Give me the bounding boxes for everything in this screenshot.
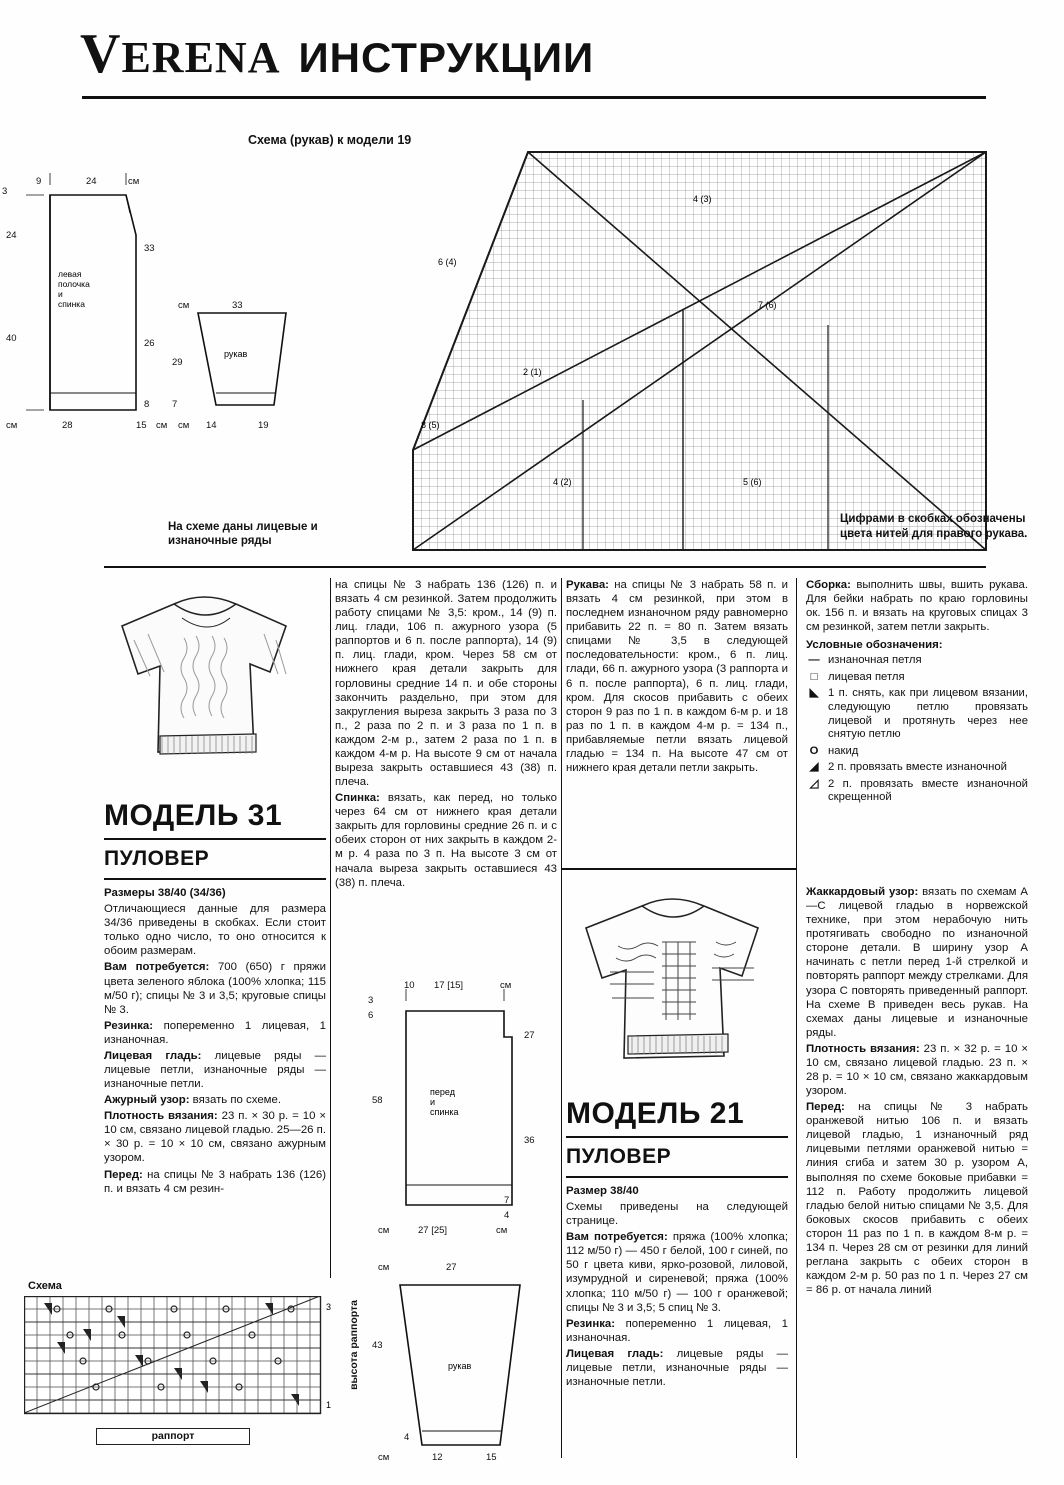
model-31-sizes-label: Размеры 38/40 (34/36)	[104, 887, 226, 900]
model-31-stockinette-text: лицевые ряды — лицевые петли, изнаночные ряды — изнаночные петли.	[104, 1049, 326, 1091]
dim31s-27: 27	[446, 1262, 457, 1273]
dim31s-cm: см	[378, 1262, 390, 1273]
dim31s-15: 15	[486, 1452, 497, 1463]
knit-stitch-icon: □	[810, 670, 818, 683]
svg-text:3: 3	[326, 1302, 332, 1312]
model-31-gauge-label: Плотность вязания:	[104, 1110, 218, 1123]
model-21-rule2	[566, 1176, 788, 1178]
model-21-title: МОДЕЛЬ 21	[566, 1097, 745, 1130]
sleeve-schematic-31	[372, 1265, 552, 1465]
yarn-over-icon: O	[809, 744, 819, 757]
svg-text:рукав: рукав	[448, 1361, 472, 1371]
dim31-36: 36	[524, 1135, 535, 1146]
dim31-7: 7	[504, 1195, 510, 1206]
purl2tog-icon: ◢	[809, 761, 819, 774]
model-31-sizes-note: Отличающиеся данные для размера 34/36 приведены в скобках. Если стоит только одно число, то оно относится к обоим размерам.	[104, 903, 326, 958]
column-2	[335, 578, 557, 892]
dim-sleeve-cm2: см	[178, 420, 190, 431]
header-divider	[82, 96, 986, 99]
model-21-gauge-text: 23 п. × 32 р. = 10 × 10 см, связано лицевой гладью. 23 п. × 28 р. = 10 × 10 см, связано жаккардовым узором.	[806, 1042, 1028, 1098]
dim-bottom-cm2: см	[156, 420, 168, 431]
model-31-lace-label: Ажурный узор:	[104, 1094, 190, 1107]
dim-sleeve-33: 33	[232, 300, 243, 311]
dim31-cm-top: см	[500, 980, 512, 991]
legend-item	[806, 745, 1028, 759]
dim31-17: 17 [15]	[434, 980, 464, 991]
rapport-bar: раппорт	[96, 1428, 250, 1445]
dim-bottom-15: 15	[136, 420, 147, 431]
model-31-stockinette-label: Лицевая гладь:	[104, 1049, 202, 1062]
dim-sleeve-14: 14	[206, 420, 217, 431]
model-21-gauge-label: Плотность вязания:	[806, 1042, 920, 1055]
model-31-title: МОДЕЛЬ 31	[104, 799, 283, 833]
column-divider-2	[561, 578, 562, 1458]
model-31-front-text: на спицы № 3 набрать 136 (126) п. и вязать 4 см резинкой. Затем продолжить работу спицами № 3,5: кром., 14 (9) п. лиц. глади, 106 п. ажурного узора (5 раппортов и 6 п. после раппорта), 14 (9) п. лиц. глади, кром. Через 58 см от нижнего края детали закрыть для горловины средние 14 п. и обе стороны закончить раздельно, при этом для закругления выреза закрыть 3 раза по 3 п., 2 раза по 2 п. и 3 раза по 1 п. в каждом 2-м р., затем 2 раза по 1 п. в каждом 4-м р. На высоте 9 см от начала выреза закрыть оставшиеся 43 (38) п. плеча.	[335, 579, 557, 789]
top-schema-note-left: На схеме даны лицевые и изнаночные ряды	[168, 521, 318, 548]
brand-rest: ERENA	[121, 33, 281, 82]
column-4	[806, 578, 1028, 808]
model-31-back-label: Спинка:	[335, 792, 380, 805]
model-21-front-text: на спицы № 3 набрать оранжевой нитью 106 п. и вязать лицевой гладью, 1 изнаночный ряд лицевыми петлями оранжевой нитью = линия сгиба и затем 30 р. узором А, выполняя по схеме боковые прибавки = 112 п. Работу продолжить лицевой гладью белой нитью спицами № 3,5. Для боковых скосов прибавить с обеих сторон 11 раз по 1 п. в каждом 8-м р. = 134 п. Через 28 см от резинки для линий реглана закрыть с обеих сторон в каждом 2-м р. 50 раз по 1 п. Через 27 см = 86 р. от начала линий	[806, 1101, 1028, 1297]
model-31-lace-text: вязать по схеме.	[192, 1094, 281, 1107]
piece-schematic-31	[372, 985, 552, 1235]
svg-text:и: и	[58, 289, 63, 299]
dim-left-cm: см	[6, 420, 18, 431]
dim-left-24: 24	[6, 230, 17, 241]
legend-item	[806, 761, 1028, 775]
dim-right-26: 26	[144, 338, 155, 349]
dim-right-33: 33	[144, 243, 155, 254]
model-31-rule2	[104, 878, 326, 880]
dim31-6: 6	[368, 1010, 374, 1021]
legend-item	[806, 654, 1028, 668]
model-21-column	[566, 1085, 788, 1391]
slip-stitch-icon: ◣	[809, 687, 819, 700]
dim-left-40: 40	[6, 333, 17, 344]
section-title: ИНСТРУКЦИИ	[298, 34, 595, 81]
dim-bottom-7: 7	[172, 399, 178, 410]
model-31-yarn-text: 700 (650) г пряжи цвета зеленого яблока (100% хлопка; 115 м/50 г); спицы № 3 и 3,5; круговые спицы № 3.	[104, 961, 327, 1016]
brand-dropcap: V	[80, 23, 122, 85]
dim31-27-25: 27 [25]	[418, 1225, 448, 1236]
dim-top-24: 24	[86, 176, 97, 187]
legend-text: 2 п. провязать вместе изнаночной скрещенной	[828, 777, 1028, 804]
top-schema-note-right: Цифрами в скобках обозначены цвета нитей для правого рукава.	[840, 513, 1028, 540]
svg-text:полочка: полочка	[58, 279, 90, 289]
model-21-column-2	[806, 885, 1028, 1299]
model-21-subtitle: ПУЛОВЕР	[566, 1145, 672, 1169]
svg-text:перед: перед	[430, 1087, 455, 1097]
column-divider-1	[330, 578, 331, 1278]
dim31s-4: 4	[404, 1432, 410, 1443]
dim31-27: 27	[524, 1030, 535, 1041]
svg-text:8 (5): 8 (5)	[421, 420, 440, 430]
dim31-58: 58	[372, 1095, 383, 1106]
content-divider	[104, 566, 986, 568]
legend-text: лицевая петля	[828, 670, 905, 683]
dim-top-cm: см	[128, 176, 140, 187]
dim31-cm-right: см	[496, 1225, 508, 1236]
sweater-illustration-21	[566, 880, 792, 1076]
column-3	[566, 578, 788, 777]
legend-item	[806, 671, 1028, 685]
top-schema-title: Схема (рукав) к модели 19	[248, 133, 412, 147]
dim31s-cm2: см	[378, 1452, 390, 1463]
rapport-height-label: высота раппорта	[348, 1300, 360, 1390]
dim-right-29: 29	[172, 357, 183, 368]
model-21-divider	[561, 868, 796, 870]
svg-text:левая: левая	[58, 269, 82, 279]
model-31-assembly-label: Сборка:	[806, 579, 851, 591]
column-1	[104, 578, 326, 1198]
model-31-rule	[104, 838, 326, 840]
model-31-rib-label: Резинка:	[104, 1019, 154, 1032]
model-31-gauge-text: 23 п. × 30 р. = 10 × 10 см, связано лицевой гладью. 25—26 п. × 30 р. = 10 × 10 см, связано ажурным узором.	[104, 1110, 326, 1165]
svg-text:6 (4): 6 (4)	[438, 257, 457, 267]
dim-sleeve-cm: см	[178, 300, 190, 311]
purl2tog-twisted-icon: ◿	[809, 777, 819, 790]
sweater-illustration-31	[104, 578, 314, 783]
dim31-4: 4	[504, 1210, 510, 1221]
lace-pattern-chart	[24, 1296, 334, 1426]
schematic-left-piece	[8, 165, 178, 435]
dim-sleeve-19: 19	[258, 420, 269, 431]
svg-text:5 (6): 5 (6)	[743, 477, 762, 487]
model-31-back-text: вязать, как перед, но только через 64 см от нижнего края детали закрыть для горловины средние 26 п. и с обеих сторон от них закрыть в каждом 2-м р. 4 раза по 3 п. На высоте 3 см от начала выреза закрыть оставшиеся 43 (38) п. плеча.	[335, 792, 557, 889]
svg-text:2 (1): 2 (1)	[523, 367, 542, 377]
dim31-10: 10	[404, 980, 415, 991]
model-21-jacquard-label: Жаккардовый узор:	[806, 886, 919, 898]
dim-top-3: 3	[2, 186, 8, 197]
model-21-rule	[566, 1136, 788, 1138]
model-21-stockinette-text: лицевые ряды — лицевые петли, изнаночные ряды — изнаночные петли.	[566, 1347, 788, 1388]
dim-bottom-28: 28	[62, 420, 73, 431]
schematic-sleeve-piece	[176, 295, 296, 425]
legend-text: накид	[828, 744, 859, 757]
legend-text: 1 п. снять, как при лицевом вязании, следующую петлю провязать лицевой и протянуть через нее снятую петлю	[828, 687, 1028, 741]
model-31-subtitle: ПУЛОВЕР	[104, 847, 210, 871]
dim31-cm-left: см	[378, 1225, 390, 1236]
model-31-assembly-text: выполнить швы, вшить рукава. Для бейки набрать по краю горловины ок. 156 п. и вязать на круговых спицах 3 см резинкой, затем петли закрыть.	[806, 579, 1028, 634]
schema-caption: Схема	[28, 1280, 62, 1292]
sleeve-chart-19	[253, 150, 988, 562]
model-21-size-label: Размер 38/40	[566, 1184, 639, 1197]
model-31-yarn-label: Вам потребуется:	[104, 961, 210, 974]
model-21-stockinette-label: Лицевая гладь:	[566, 1347, 664, 1360]
legend-item	[806, 778, 1028, 805]
svg-text:спинка: спинка	[58, 299, 85, 309]
dim31-3: 3	[368, 995, 374, 1006]
masthead	[80, 22, 594, 86]
model-21-jacquard-text: вязать по схемам А—С лицевой гладью в норвежской технике, при этом нерабочую нить протягивать свободно по изнаночной стороне детали. В ширину узор А начинать с петли перед 1-й стрелкой и повторять раппорт между стрелками. Для узора С повторять приведенный раппорт. На схеме В приведен весь рукав. На схемах даны лицевые и изнаночные ряды.	[806, 886, 1028, 1039]
svg-text:7 (6): 7 (6)	[758, 300, 777, 310]
model-31-sleeve-label: Рукава:	[566, 579, 609, 591]
legend-text: 2 п. провязать вместе изнаночной	[828, 761, 1007, 774]
dim31s-12: 12	[432, 1452, 443, 1463]
model-21-yarn-label: Вам потребуется:	[566, 1231, 668, 1244]
svg-text:4 (3): 4 (3)	[693, 194, 712, 204]
dim-bottom-8: 8	[144, 399, 150, 410]
svg-text:1: 1	[326, 1400, 332, 1410]
dim-top-9: 9	[36, 176, 42, 187]
model-21-yarn-text: пряжа (100% хлопка; 112 м/50 г) — 450 г белой, 100 г синей, по 50 г цвета киви, ярко-розовой, лиловой, изумрудной и сиреневой; пряжа (100% хлопка; 110 м/50 г) — 100 г оранжевой; спицы № 3 и 3,5; 5 спиц № 3.	[566, 1231, 789, 1314]
legend-item	[806, 687, 1028, 741]
legend-text: изнаночная петля	[828, 654, 922, 667]
model-21-front-label: Перед:	[806, 1101, 845, 1114]
model-31-rib-text: попеременно 1 лицевая, 1 изнаночная.	[104, 1019, 326, 1046]
model-21-rib-label: Резинка:	[566, 1317, 616, 1330]
model-31-sleeve-text: на спицы № 3 набрать 58 п. и вязать 4 см резинкой, при этом в последнем изнаночном ряду равномерно прибавить 22 п. = 80 п. Затем вязать спицами № 3,5 в следующей последовательности: кром., 6 п. лиц. глади, 66 п. ажурного узора (3 раппорта и 6 п. после раппорта), 6 п. лиц. глади, кром. Для скосов прибавить с обеих сторон 9 раз по 1 п. в каждом 6-м р. и 18 раз по 1 п. в каждом 4-м р. = 134 п., прибавляемые петли вязать лицевой гладью = 134 п. На высоте 47 см от нижнего края детали петли закрыть.	[566, 579, 789, 775]
column-divider-3	[796, 578, 797, 1458]
model-21-rib-text: попеременно 1 лицевая, 1 изнаночная.	[566, 1317, 788, 1344]
model-21-schemes-note: Схемы приведены на следующей странице.	[566, 1201, 788, 1228]
svg-text:и: и	[430, 1097, 436, 1107]
legend-title: Условные обозначения:	[806, 639, 943, 652]
purl-stitch-icon: —	[808, 654, 820, 667]
svg-text:спинка: спинка	[430, 1107, 459, 1117]
svg-text:4 (2): 4 (2)	[553, 477, 572, 487]
dim31s-43: 43	[372, 1340, 383, 1351]
model-31-front-label: Перед:	[104, 1168, 143, 1181]
model-31-front-head: на спицы № 3 набрать 136 (126) п. и вязать 4 см резин-	[104, 1168, 327, 1195]
svg-text:рукав: рукав	[224, 349, 248, 359]
brand-title	[80, 22, 280, 86]
